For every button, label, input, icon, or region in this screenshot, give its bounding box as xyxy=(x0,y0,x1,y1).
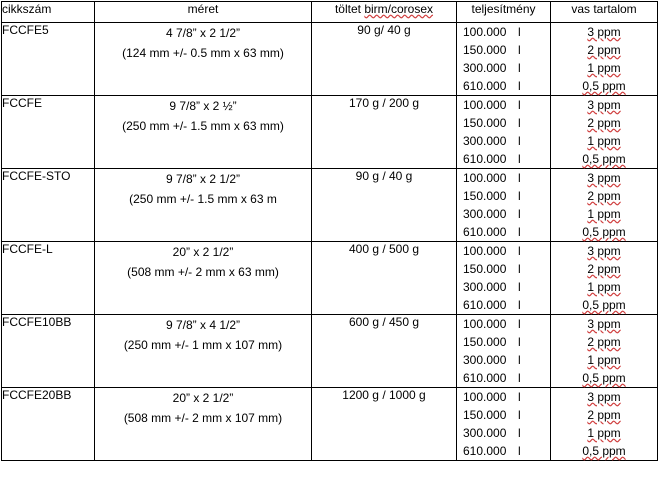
performance-line xyxy=(457,333,550,351)
performance-value: 610.000 xyxy=(463,298,507,312)
iron-value: 1 ppm xyxy=(587,280,621,294)
performance-line xyxy=(457,77,550,95)
size-mm: (124 mm +/- 0.5 mm x 63 mm) xyxy=(122,46,284,60)
iron-line xyxy=(551,296,657,314)
iron-line xyxy=(551,114,657,132)
performance-line xyxy=(457,278,550,296)
iron-value: 0,5 ppm xyxy=(582,225,626,239)
cell-size xyxy=(95,242,312,315)
iron-value: 2 ppm xyxy=(587,116,621,130)
performance-value: 100.000 xyxy=(463,317,507,331)
iron-line xyxy=(551,59,657,77)
performance-value: 100.000 xyxy=(463,171,507,185)
iron-line xyxy=(551,23,657,41)
iron-line xyxy=(551,424,657,442)
performance-value: 150.000 xyxy=(463,408,507,422)
iron-value: 0,5 ppm xyxy=(582,152,626,166)
performance-line xyxy=(457,442,550,460)
iron-line xyxy=(551,242,657,260)
cell-iron xyxy=(551,96,658,169)
performance-unit: l xyxy=(518,79,521,93)
header-size: méret xyxy=(95,2,312,23)
performance-unit: l xyxy=(518,262,521,276)
performance-unit: l xyxy=(518,134,521,148)
iron-line xyxy=(551,223,657,241)
size-inches: 20” x 2 1/2” xyxy=(172,391,234,405)
cell-size xyxy=(95,388,312,461)
size-mm: (508 mm +/- 2 mm x 107 mm) xyxy=(123,411,283,425)
iron-line xyxy=(551,96,657,114)
iron-value: 0,5 ppm xyxy=(582,79,626,93)
performance-line xyxy=(457,388,550,406)
performance-unit: l xyxy=(518,335,521,349)
size-inches: 20” x 2 1/2” xyxy=(172,245,234,259)
performance-unit: l xyxy=(518,98,521,112)
performance-value: 610.000 xyxy=(463,371,507,385)
cell-iron xyxy=(551,23,658,96)
performance-unit: l xyxy=(518,225,521,239)
performance-unit: l xyxy=(518,207,521,221)
performance-value: 610.000 xyxy=(463,79,507,93)
iron-value: 2 ppm xyxy=(587,262,621,276)
size-inches: 9 7/8” x 2 ½” xyxy=(169,99,237,113)
performance-value: 100.000 xyxy=(463,390,507,404)
cell-performance xyxy=(457,96,551,169)
iron-line xyxy=(551,41,657,59)
iron-line xyxy=(551,351,657,369)
header-fill-tail: birm/corosex xyxy=(364,2,434,16)
performance-unit: l xyxy=(518,280,521,294)
header-fill xyxy=(312,2,457,23)
performance-line xyxy=(457,41,550,59)
performance-unit: l xyxy=(518,390,521,404)
performance-unit: l xyxy=(518,189,521,203)
header-performance: teljesítmény xyxy=(457,2,551,23)
cell-size xyxy=(95,315,312,388)
iron-value: 0,5 ppm xyxy=(582,298,626,312)
performance-unit: l xyxy=(518,353,521,367)
iron-value: 1 ppm xyxy=(587,61,621,75)
performance-value: 610.000 xyxy=(463,152,507,166)
iron-value: 0,5 ppm xyxy=(582,371,626,385)
cell-code: FCCFE-L xyxy=(2,242,95,315)
performance-value: 300.000 xyxy=(463,426,507,440)
performance-line xyxy=(457,205,550,223)
iron-line xyxy=(551,150,657,168)
iron-value: 2 ppm xyxy=(587,189,621,203)
performance-value: 150.000 xyxy=(463,189,507,203)
iron-value: 2 ppm xyxy=(587,43,621,57)
performance-line xyxy=(457,369,550,387)
iron-line xyxy=(551,388,657,406)
iron-line xyxy=(551,169,657,187)
cell-code: FCCFE20BB xyxy=(2,388,95,461)
iron-value: 2 ppm xyxy=(587,335,621,349)
table-row xyxy=(2,23,658,96)
header-row xyxy=(2,2,658,23)
performance-value: 610.000 xyxy=(463,225,507,239)
performance-value: 100.000 xyxy=(463,98,507,112)
size-mm: (508 mm +/- 2 mm x 63 mm) xyxy=(127,265,279,279)
iron-line xyxy=(551,369,657,387)
performance-unit: l xyxy=(518,116,521,130)
cell-fill: 600 g / 450 g xyxy=(312,315,457,388)
performance-unit: l xyxy=(518,408,521,422)
iron-line xyxy=(551,442,657,460)
performance-unit: l xyxy=(518,61,521,75)
cell-performance xyxy=(457,388,551,461)
performance-unit: l xyxy=(518,25,521,39)
table-row xyxy=(2,169,658,242)
iron-value: 1 ppm xyxy=(587,353,621,367)
performance-line xyxy=(457,260,550,278)
cell-iron xyxy=(551,388,658,461)
size-mm: (250 mm +/- 1.5 mm x 63 mm) xyxy=(122,119,284,133)
performance-line xyxy=(457,150,550,168)
table-row xyxy=(2,315,658,388)
performance-line xyxy=(457,132,550,150)
cell-performance xyxy=(457,315,551,388)
iron-value: 1 ppm xyxy=(587,134,621,148)
size-mm: (250 mm +/- 1.5 mm x 63 m xyxy=(129,192,277,206)
cell-performance xyxy=(457,23,551,96)
performance-line xyxy=(457,296,550,314)
iron-value: 3 ppm xyxy=(587,171,621,185)
cell-fill: 170 g / 200 g xyxy=(312,96,457,169)
iron-line xyxy=(551,260,657,278)
table-body xyxy=(2,23,658,461)
cell-iron xyxy=(551,315,658,388)
performance-line xyxy=(457,23,550,41)
iron-value: 3 ppm xyxy=(587,98,621,112)
table-row xyxy=(2,96,658,169)
performance-value: 610.000 xyxy=(463,444,507,458)
header-code: cikkszám xyxy=(2,2,95,23)
iron-line xyxy=(551,315,657,333)
iron-line xyxy=(551,406,657,424)
performance-line xyxy=(457,315,550,333)
cell-iron xyxy=(551,169,658,242)
performance-unit: l xyxy=(518,152,521,166)
performance-line xyxy=(457,169,550,187)
performance-unit: l xyxy=(518,444,521,458)
iron-value: 1 ppm xyxy=(587,426,621,440)
iron-line xyxy=(551,278,657,296)
performance-unit: l xyxy=(518,43,521,57)
cell-fill: 90 g/ 40 g xyxy=(312,23,457,96)
cell-iron xyxy=(551,242,658,315)
iron-value: 3 ppm xyxy=(587,317,621,331)
performance-value: 300.000 xyxy=(463,353,507,367)
performance-value: 300.000 xyxy=(463,280,507,294)
size-inches: 4 7/8” x 2 1/2” xyxy=(165,26,241,40)
filter-spec-table xyxy=(1,1,658,461)
iron-value: 3 ppm xyxy=(587,25,621,39)
performance-line xyxy=(457,406,550,424)
performance-value: 100.000 xyxy=(463,25,507,39)
performance-unit: l xyxy=(518,171,521,185)
table-row xyxy=(2,388,658,461)
performance-unit: l xyxy=(518,298,521,312)
iron-line xyxy=(551,333,657,351)
performance-unit: l xyxy=(518,426,521,440)
cell-code: FCCFE-STO xyxy=(2,169,95,242)
performance-line xyxy=(457,223,550,241)
performance-value: 100.000 xyxy=(463,244,507,258)
cell-code: FCCFE5 xyxy=(2,23,95,96)
performance-line xyxy=(457,96,550,114)
performance-unit: l xyxy=(518,371,521,385)
cell-size xyxy=(95,96,312,169)
table-row xyxy=(2,242,658,315)
cell-performance xyxy=(457,169,551,242)
iron-value: 1 ppm xyxy=(587,207,621,221)
performance-unit: l xyxy=(518,317,521,331)
performance-value: 300.000 xyxy=(463,207,507,221)
performance-unit: l xyxy=(518,244,521,258)
header-iron: vas tartalom xyxy=(551,2,658,23)
performance-line xyxy=(457,59,550,77)
iron-value: 3 ppm xyxy=(587,390,621,404)
size-inches: 9 7/8” x 2 1/2” xyxy=(165,172,241,186)
performance-value: 150.000 xyxy=(463,335,507,349)
iron-line xyxy=(551,77,657,95)
performance-line xyxy=(457,242,550,260)
performance-line xyxy=(457,187,550,205)
performance-line xyxy=(457,351,550,369)
performance-line xyxy=(457,114,550,132)
size-mm: (250 mm +/- 1 mm x 107 mm) xyxy=(123,338,283,352)
iron-line xyxy=(551,187,657,205)
performance-line xyxy=(457,424,550,442)
header-fill-label: töltet xyxy=(334,2,361,16)
performance-value: 300.000 xyxy=(463,61,507,75)
size-inches: 9 7/8” x 4 1/2” xyxy=(165,318,241,332)
cell-code: FCCFE10BB xyxy=(2,315,95,388)
iron-value: 2 ppm xyxy=(587,408,621,422)
performance-value: 300.000 xyxy=(463,134,507,148)
performance-value: 150.000 xyxy=(463,262,507,276)
cell-fill: 400 g / 500 g xyxy=(312,242,457,315)
cell-fill: 1200 g / 1000 g xyxy=(312,388,457,461)
performance-value: 150.000 xyxy=(463,116,507,130)
iron-line xyxy=(551,205,657,223)
cell-size xyxy=(95,23,312,96)
iron-value: 0,5 ppm xyxy=(582,444,626,458)
cell-fill: 90 g / 40 g xyxy=(312,169,457,242)
iron-line xyxy=(551,132,657,150)
performance-value: 150.000 xyxy=(463,43,507,57)
cell-code: FCCFE xyxy=(2,96,95,169)
cell-performance xyxy=(457,242,551,315)
iron-value: 3 ppm xyxy=(587,244,621,258)
cell-size xyxy=(95,169,312,242)
